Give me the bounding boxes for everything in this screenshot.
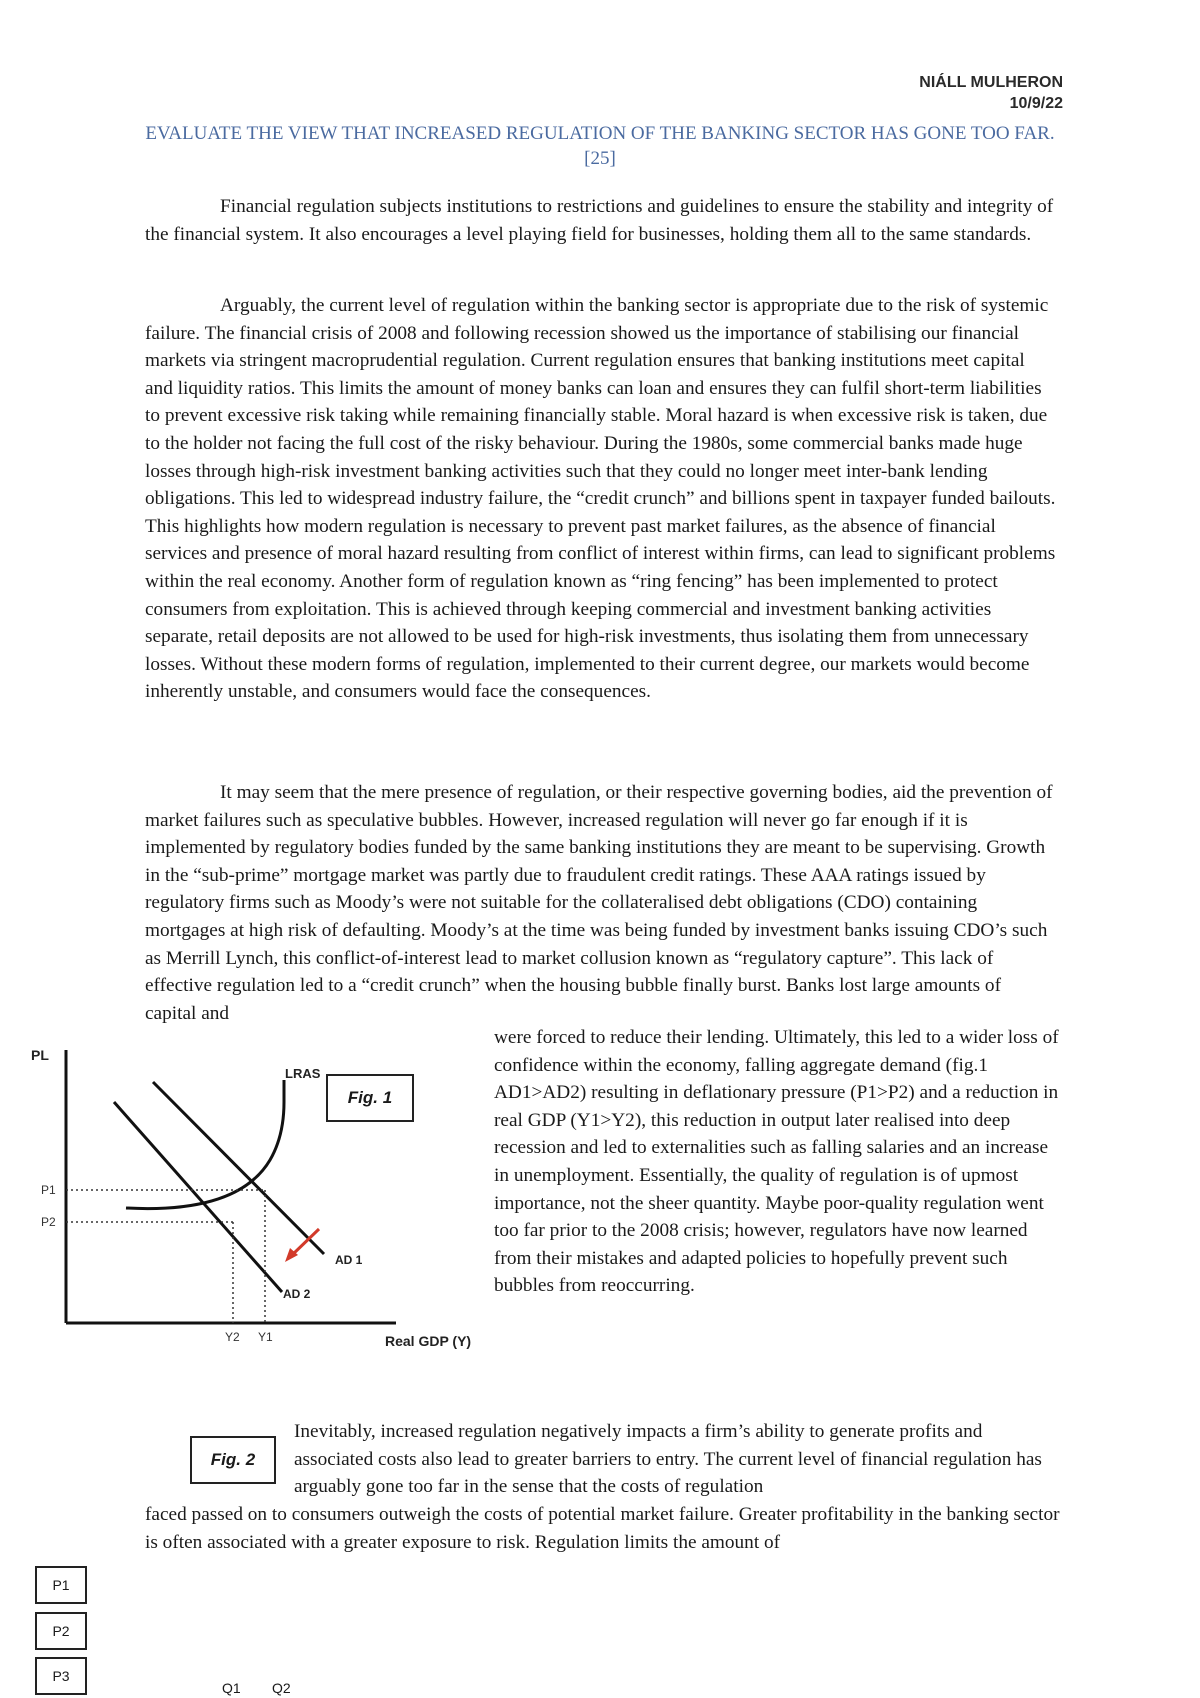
fig2-p2-box: P2 (35, 1612, 87, 1650)
x-axis-label: Real GDP (Y) (385, 1333, 472, 1349)
fig2-p1-box: P1 (35, 1566, 87, 1604)
ad1-line (153, 1082, 324, 1254)
paragraph-costs-first-lines: Inevitably, increased regulation negatively impacts a firm’s ability to generate profits and associated costs also lead to greater barriers to entry. The current level of financial regulation has arguably gone too far in the sense that the costs of regulation (294, 1421, 1042, 1498)
y1-tick-label: Y1 (258, 1330, 273, 1344)
fig2-q1-label: Q1 (222, 1680, 241, 1696)
paragraph-intro (145, 193, 1057, 248)
paragraph-regulatory-capture (145, 779, 1057, 1027)
y2-tick-label: Y2 (225, 1330, 240, 1344)
paragraph-regulation-appropriate-text: Arguably, the current level of regulation within the banking sector is appropriate due to the risk of systemic failure. The financial crisis of 2008 and following recession showed us the importance of stabilising our financial markets via stringent macroprudential regulation. Current regulation ensures that banking institutions meet capital and liquidity ratios. This limits the amount of money banks can loan and ensures they can fulfil short-term liabilities to prevent excessive risk taking while remaining financially stable. Moral hazard is when excessive risk is taken, due to the holder not facing the full cost of the risky behaviour. During the 1980s, some commercial banks made huge losses through high-risk investment banking activities such that they could no longer meet inter-bank lending obligations. This led to widespread industry failure, the “credit crunch” and billions spent in taxpayer funded bailouts. This highlights how modern regulation is necessary to prevent past market failures, as the absence of financial services and presence of moral hazard resulting from conflict of interest within firms, can lead to significant problems within the real economy. Another form of regulation known as “ring fencing” has been implemented to protect consumers from exploitation. This is achieved through keeping commercial and investment banking activities separate, retail deposits are not allowed to be used for high-risk investments, thus isolating them from unnecessary losses. Without these modern forms of regulation, implemented to their current degree, our markets would become inherently unstable, and consumers would face the consequences. (145, 295, 1056, 703)
ad2-line (114, 1102, 282, 1292)
fig2-q2-label: Q2 (272, 1680, 291, 1696)
fig1-label: Fig. 1 (326, 1074, 414, 1122)
y-axis-label: PL (31, 1047, 49, 1063)
paragraph-credit-crunch-continued: were forced to reduce their lending. Ultimately, this led to a wider loss of confidence within the economy, falling aggregate demand (fig.1 AD1>AD2) resulting in deflationary pressure (P1>P2) and a reduction in real GDP (Y1>Y2), this reduction in output later realised into deep recession and led to externalities such as falling salaries and an increase in unemployment. Essentially, the quality of regulation is of upmost importance, not the sheer quantity. Maybe poor-quality regulation went too far prior to the 2008 crisis; however, regulators have now learned from their mistakes and adapted policies to hopefully prevent such bubbles from reoccurring. (494, 1027, 1059, 1297)
essay-date: 10/9/22 (1009, 95, 1063, 112)
fig1-ad-as-chart (28, 1032, 483, 1357)
header-block (919, 72, 1063, 114)
fig2-p3-box: P3 (35, 1657, 87, 1695)
fig2-label: Fig. 2 (190, 1436, 276, 1484)
paragraph-costs-continued: faced passed on to consumers outweigh the costs of potential market failure. Greater profitability in the banking sector is often associated with a greater exposure to risk. Regulation limits the amount of (145, 1504, 1060, 1553)
paragraph-regulation-appropriate (145, 292, 1057, 706)
lras-label: LRAS (285, 1066, 321, 1081)
p1-tick-label: P1 (41, 1183, 56, 1197)
ad2-label: AD 2 (283, 1287, 311, 1301)
essay-title: EVALUATE THE VIEW THAT INCREASED REGULATION OF THE BANKING SECTOR HAS GONE TOO FAR. [25] (145, 123, 1055, 169)
p2-tick-label: P2 (41, 1215, 56, 1229)
paragraph-intro-text: Financial regulation subjects institutions to restrictions and guidelines to ensure the stability and integrity of the financial system. It also encourages a level playing field for businesses, holding them all to the same standards. (145, 196, 1054, 245)
author-name: NIÁLL MULHERON (919, 74, 1063, 91)
ad1-label: AD 1 (335, 1253, 363, 1267)
paragraph-regulatory-capture-text: It may seem that the mere presence of regulation, or their respective governing bodies, aid the prevention of market failures such as speculative bubbles. However, increased regulation will never go far enough if it is implemented by regulatory bodies funded by the same banking institutions they are meant to be supervising. Growth in the “sub-prime” mortgage market was partly due to fraudulent credit ratings. These AAA ratings issued by regulatory firms such as Moody’s were not suitable for the collateralised debt obligations (CDO) containing mortgages at high risk of defaulting. Moody’s at the time was being funded by investment banks issuing CDO’s such as Merrill Lynch, this conflict-of-interest lead to market collusion known as “regulatory capture”. This lack of effective regulation led to a “credit crunch” when the housing bubble finally burst. Banks lost large amounts of capital and (145, 782, 1053, 1024)
